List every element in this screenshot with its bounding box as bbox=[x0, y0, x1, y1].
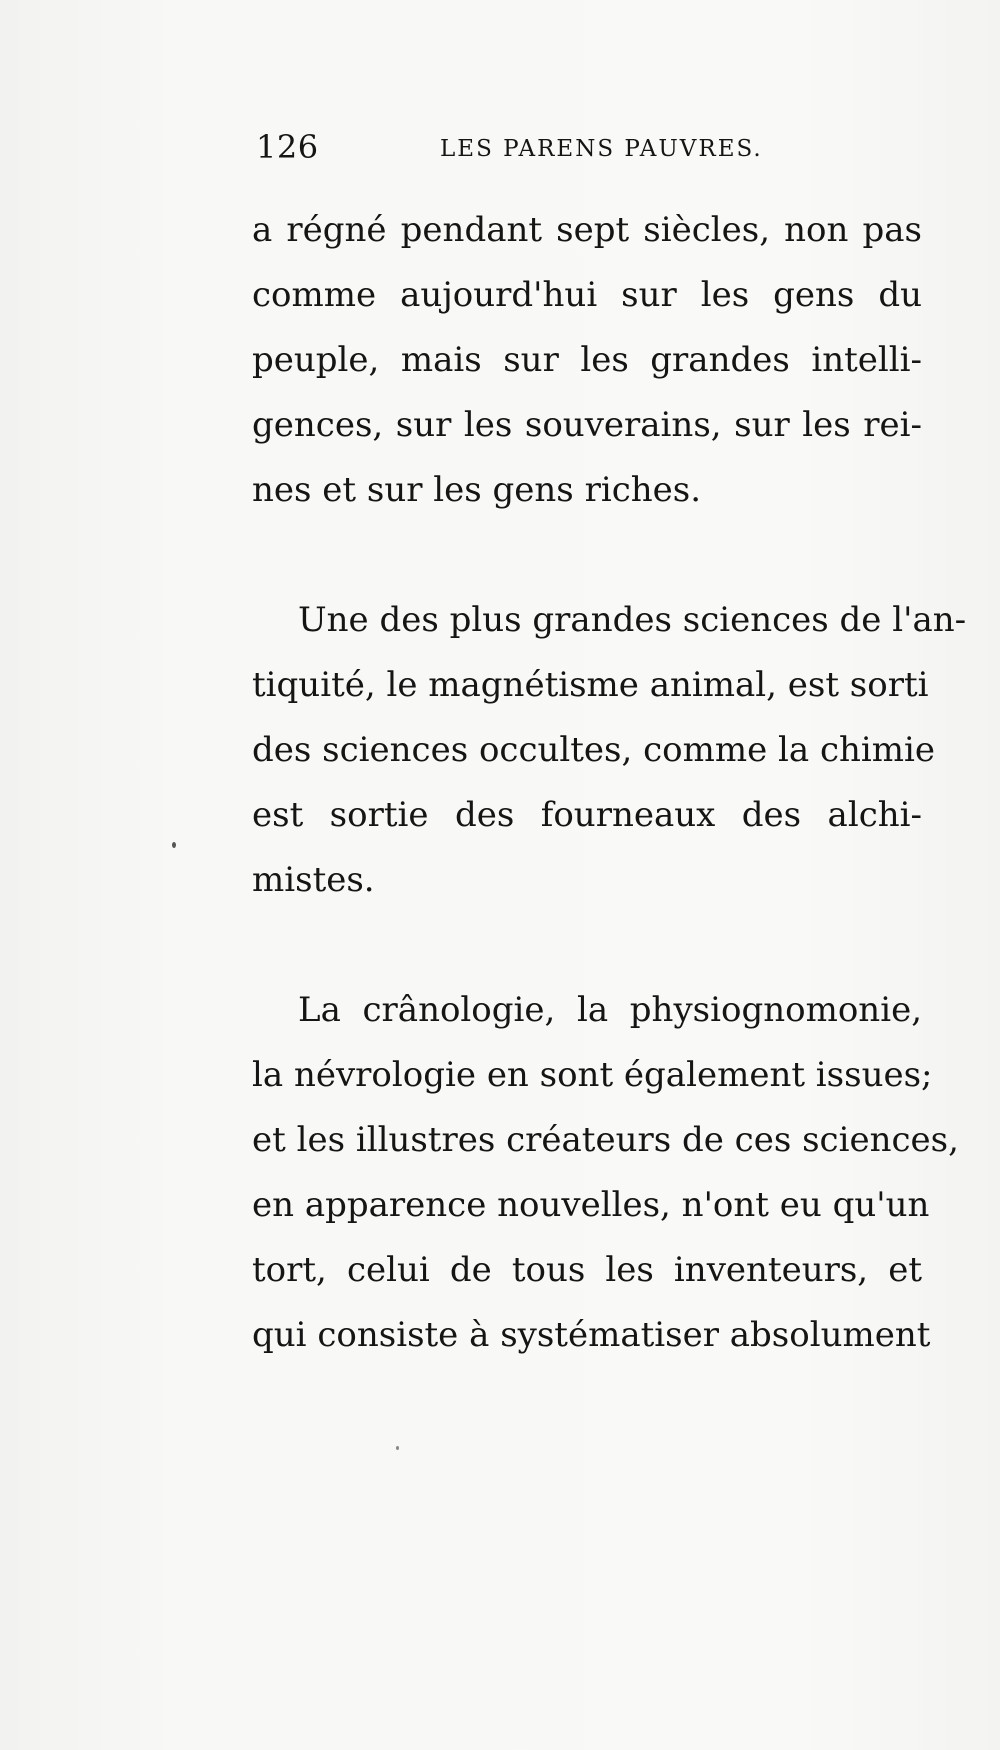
text-line: la névrologie en sont également issues; bbox=[252, 1055, 933, 1095]
text-line: qui consiste à systématiser absolument bbox=[252, 1315, 931, 1355]
text-line: a régné pendant sept siècles, non pas bbox=[252, 210, 922, 250]
text-line: Une des plus grandes sciences de l'an- bbox=[298, 600, 967, 640]
text-line: comme aujourd'hui sur les gens du bbox=[252, 275, 922, 315]
paragraph-gap bbox=[252, 913, 922, 978]
text-line: des sciences occultes, comme la chimie bbox=[252, 730, 936, 770]
text-line: mistes. bbox=[252, 860, 375, 900]
text-line: La crânologie, la physiognomonie, bbox=[298, 990, 922, 1030]
text-line: peuple, mais sur les grandes intelli- bbox=[252, 340, 922, 380]
body-text bbox=[252, 198, 967, 1368]
paragraph-2 bbox=[252, 588, 967, 913]
text-line: et les illustres créateurs de ces sciences, bbox=[252, 1120, 959, 1160]
text-line: tiquité, le magnétisme animal, est sorti bbox=[252, 665, 929, 705]
ink-speck bbox=[172, 842, 176, 848]
paragraph-3 bbox=[252, 978, 959, 1368]
page-number: 126 bbox=[256, 128, 319, 166]
text-line: nes et sur les gens riches. bbox=[252, 470, 702, 510]
ink-speck bbox=[396, 1446, 399, 1450]
text-line: en apparence nouvelles, n'ont eu qu'un bbox=[252, 1185, 930, 1225]
text-line: tort, celui de tous les inventeurs, et bbox=[252, 1250, 922, 1290]
paragraph-1 bbox=[252, 198, 922, 523]
paragraph-gap bbox=[252, 523, 922, 588]
running-title: LES PARENS PAUVRES. bbox=[440, 136, 763, 162]
text-line: est sortie des fourneaux des alchi- bbox=[252, 795, 922, 835]
text-line: gences, sur les souverains, sur les rei- bbox=[252, 405, 922, 445]
running-head bbox=[256, 128, 776, 168]
